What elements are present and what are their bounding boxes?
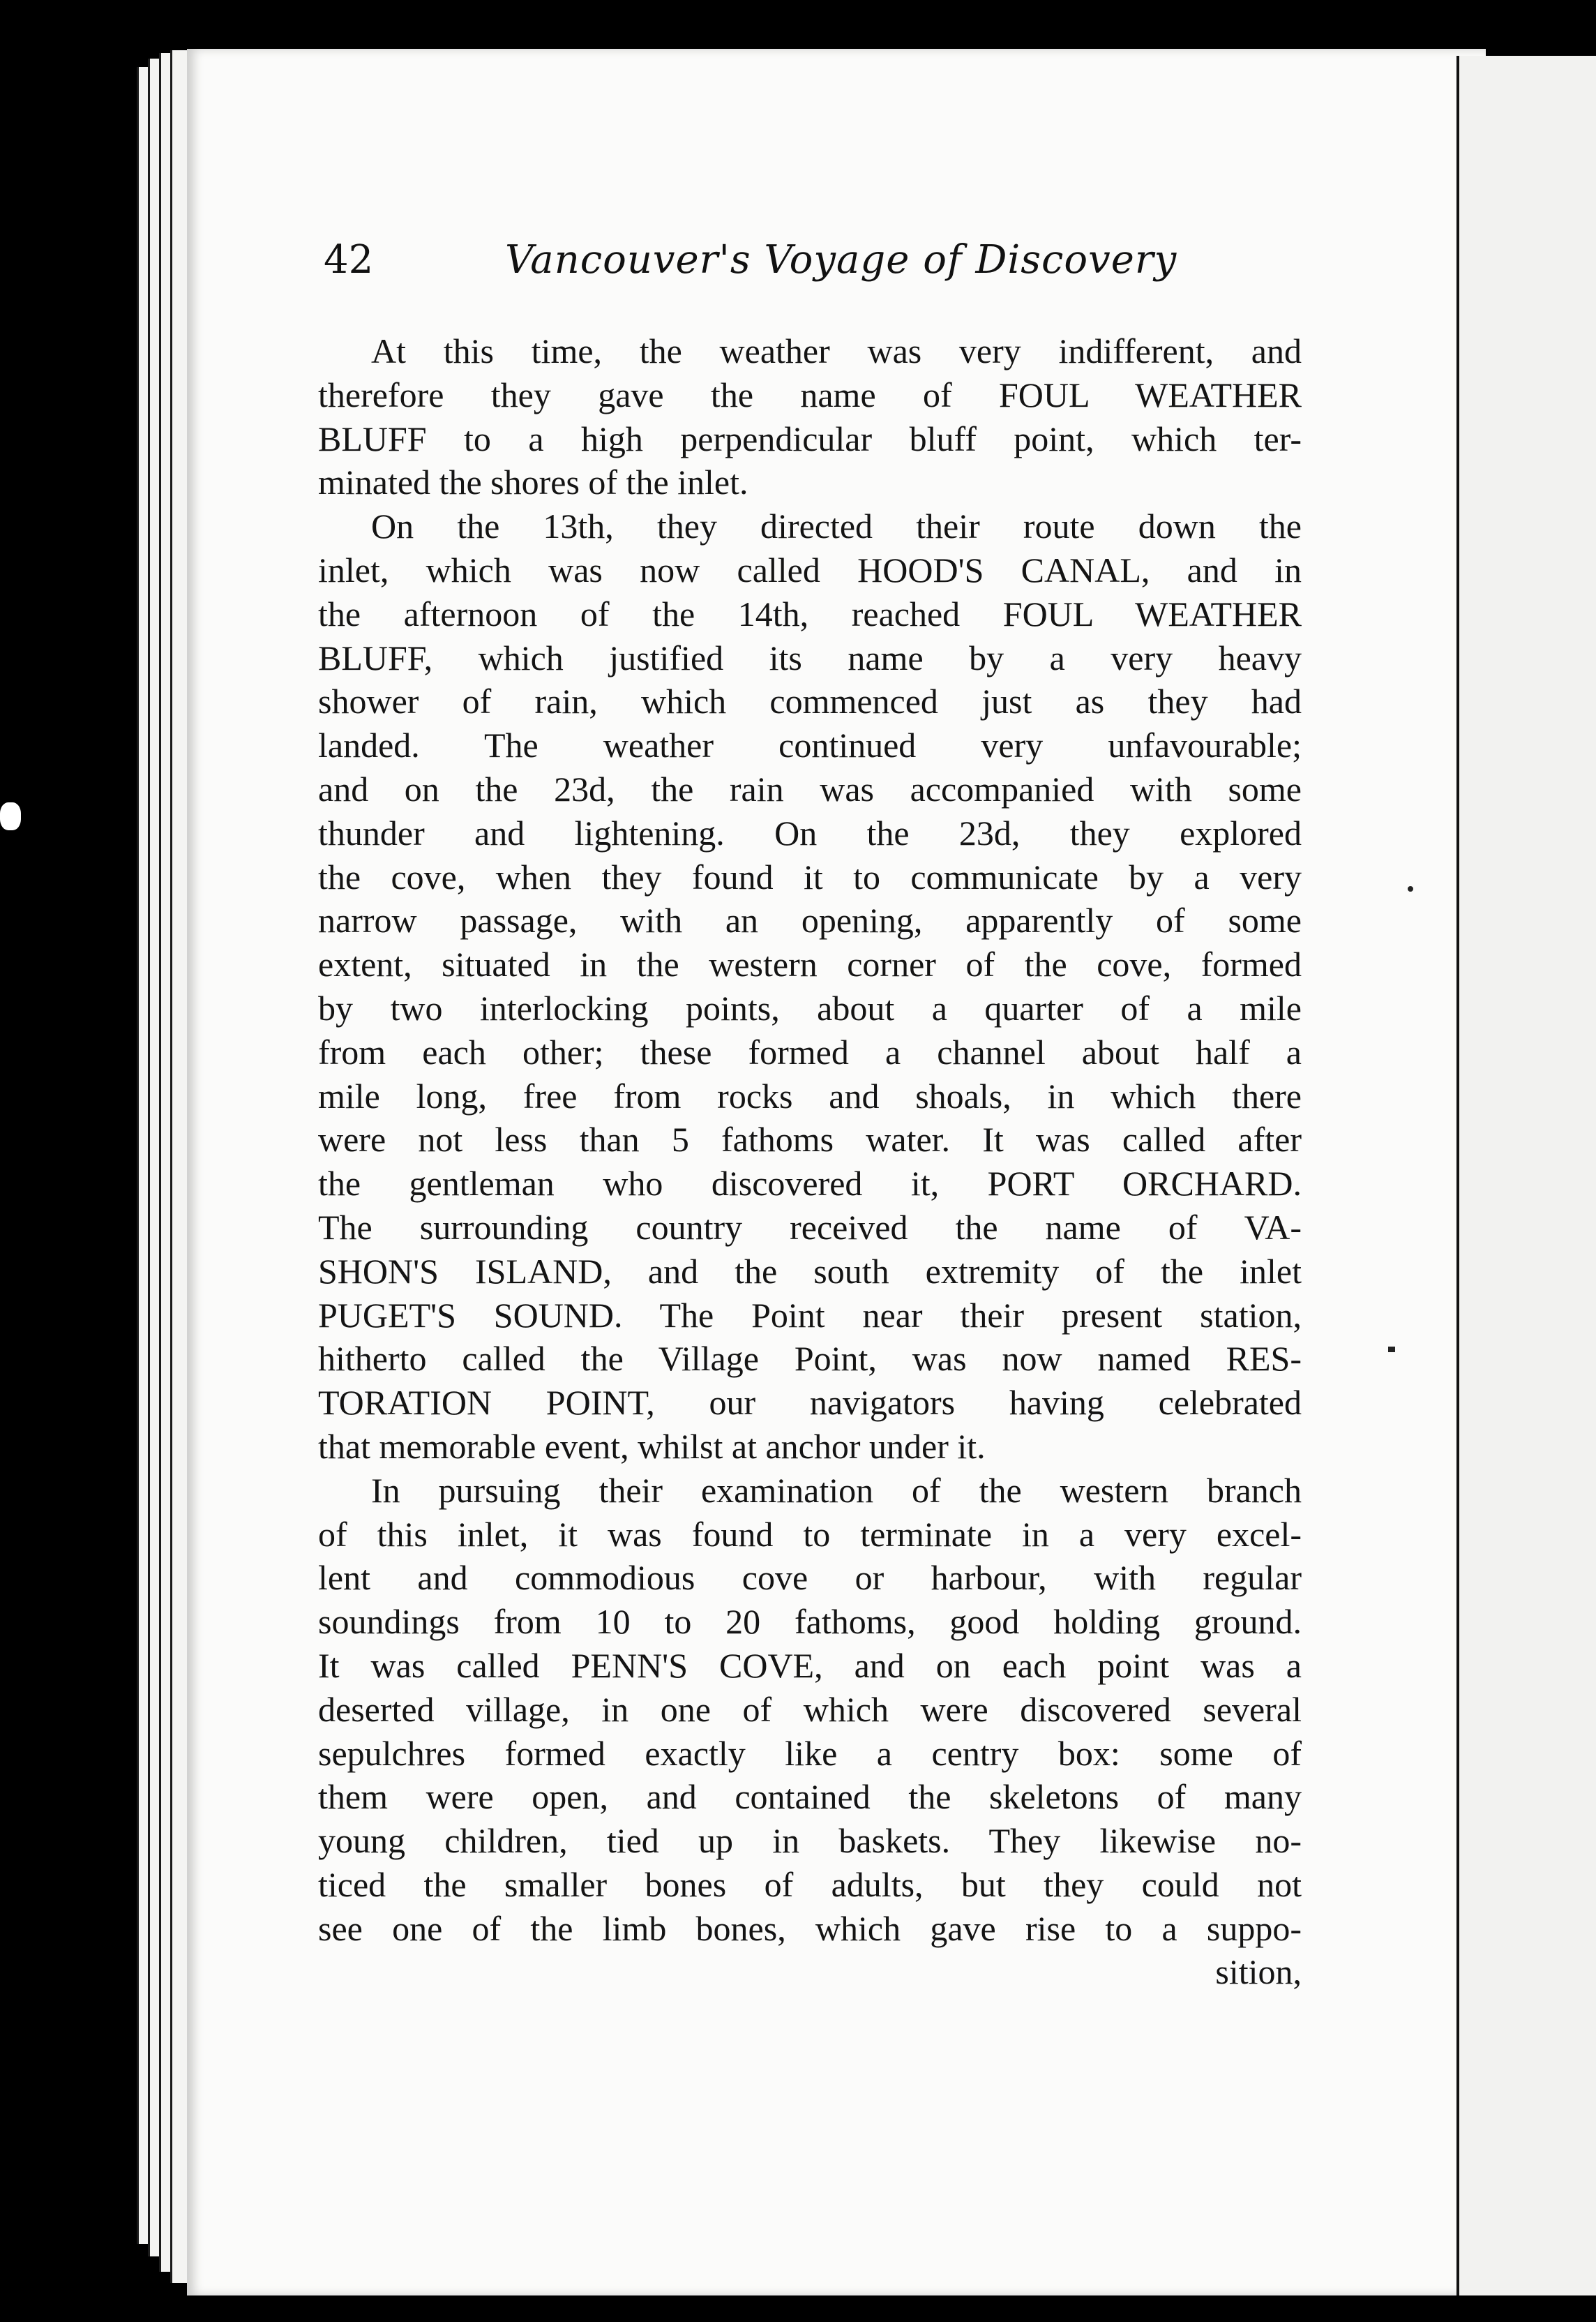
text-line: SHON'S ISLAND, and the south extremity of the inlet [318,1251,1302,1291]
text-line: the gentleman who discovered it, PORT ORCHARD. [318,1164,1302,1204]
text-line: The surrounding country received the name of VA- [318,1207,1302,1247]
text-line: In pursuing their examination of the western branch [371,1470,1302,1510]
page-number: 42 [324,237,374,283]
text-line: see one of the limb bones, which gave rise to a suppo- [318,1908,1302,1948]
text-line: the afternoon of the 14th, reached FOUL WEATHER [318,594,1302,634]
ink-speck [1388,1347,1395,1352]
catchword: sition, [1215,1952,1302,1992]
text-line: PUGET'S SOUND. The Point near their present station, [318,1295,1302,1335]
text-line: soundings from 10 to 20 fathoms, good holding ground. [318,1602,1302,1642]
ink-speck [1408,886,1413,892]
text-line: lent and commodious cove or harbour, with regular [318,1558,1302,1598]
text-line: were not less than 5 fathoms water. It was called after [318,1120,1302,1160]
text-line: and on the 23d, the rain was accompanied with some [318,769,1302,809]
text-line: ticed the smaller bones of adults, but they could not [318,1864,1302,1904]
text-line: from each other; these formed a channel about half a [318,1032,1302,1072]
text-line: BLUFF to a high perpendicular bluff point, which ter- [318,419,1302,458]
text-line: It was called PENN'S COVE, and on each point was a [318,1645,1302,1685]
text-line: minated the shores of the inlet. [318,463,748,502]
text-line: of this inlet, it was found to terminate in a very excel- [318,1514,1302,1554]
text-line: sepulchres formed exactly like a centry box: some of [318,1733,1302,1773]
text-line: narrow passage, with an opening, apparently of some [318,901,1302,941]
text-line: TORATION POINT, our navigators having celebrated [318,1383,1302,1423]
text-line: shower of rain, which commenced just as they had [318,682,1302,721]
text-line: that memorable event, whilst at anchor under it. [318,1426,986,1466]
text-line: BLUFF, which justified its name by a very heavy [318,638,1302,677]
page-header [324,237,1300,300]
text-line: them were open, and contained the skeletons of many [318,1777,1302,1817]
text-line: by two interlocking points, about a quarter of a mile [318,988,1302,1028]
scan-artifact [0,802,21,830]
text-line: thunder and lightening. On the 23d, they explored [318,813,1302,853]
text-line: young children, tied up in baskets. They likewise no- [318,1821,1302,1861]
text-line: deserted village, in one of which were discovered several [318,1689,1302,1729]
text-line: the cove, when they found it to communicate by a very [318,857,1302,897]
facing-page-edge [1456,56,1596,2295]
text-line: hitherto called the Village Point, was now named RES- [318,1339,1302,1379]
text-line: therefore they gave the name of FOUL WEATHER [318,375,1302,414]
body-text [318,329,1302,1994]
text-line: landed. The weather continued very unfavourable; [318,726,1302,765]
text-line: extent, situated in the western corner of the cove, formed [318,945,1302,984]
running-head: Vancouver's Voyage of Discovery [505,237,1177,283]
text-line: At this time, the weather was very indifferent, and [371,331,1302,370]
text-line: mile long, free from rocks and shoals, in which there [318,1076,1302,1116]
text-line: inlet, which was now called HOOD'S CANAL, and in [318,550,1302,590]
text-line: On the 13th, they directed their route down the [371,507,1302,546]
